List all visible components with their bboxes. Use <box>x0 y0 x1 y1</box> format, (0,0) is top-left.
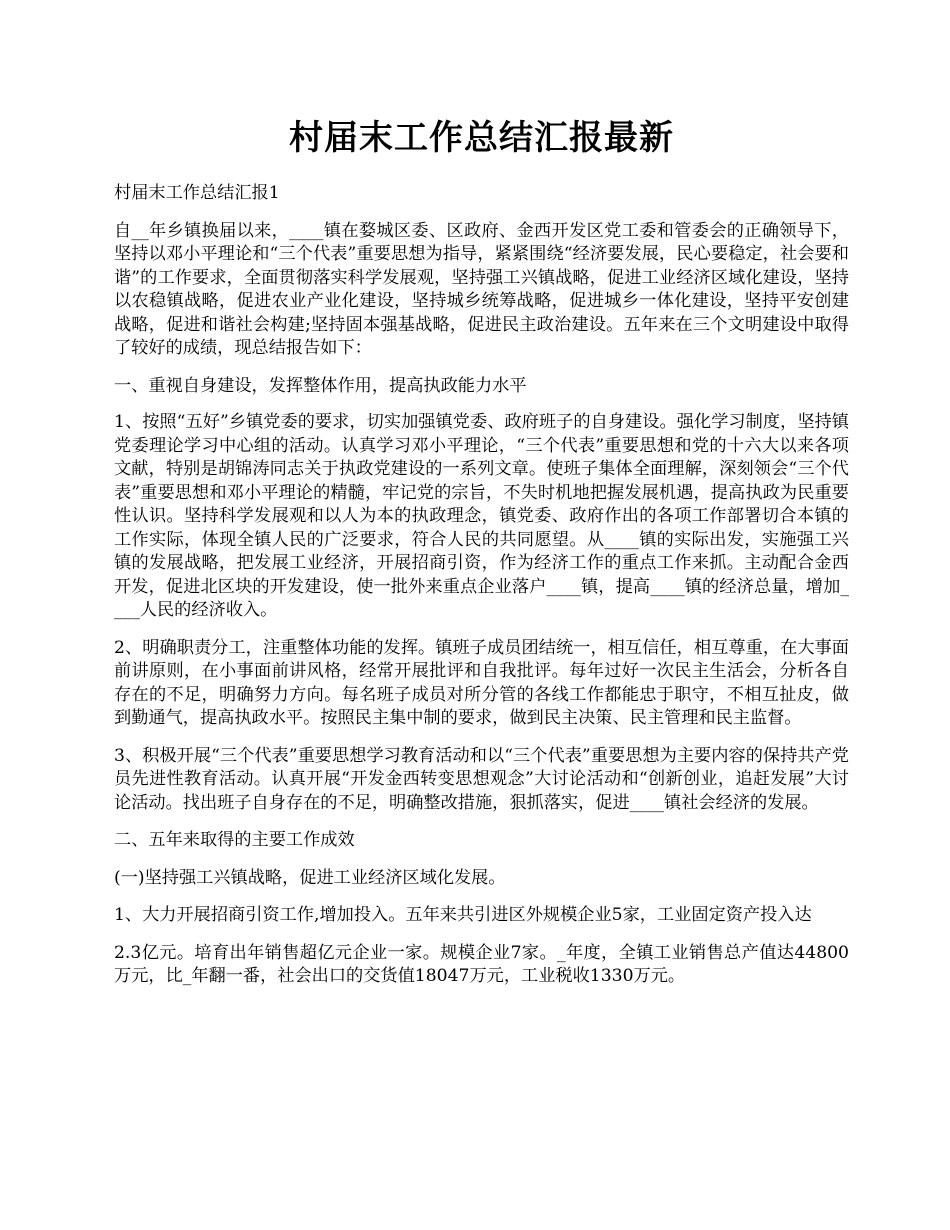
paragraph-item-1: 1、按照“五好”乡镇党委的要求，切实加强镇党委、政府班子的自身建设。强化学习制度，坚持镇党委理论学习中心组的活动。认真学习邓小平理论，“三个代表”重要思想和党的十六大以来各项文献，特别是胡锦涛同志关于执政党建设的一系列文章。使班子集体全面理解，深刻领会“三个代表”重要思想和邓小平理论的精髓，牢记党的宗旨，不失时机地把握发展机遇，提高执政为民重要性认识。坚持科学发展观和以人为本的执政理念，镇党委、政府作出的各项工作部署切合本镇的工作实际，体现全镇人民的广泛要求，符合人民的共同愿望。从____镇的实际出发，实施强工兴镇的发展战略，把发展工业经济，开展招商引资，作为经济工作的重点工作来抓。主动配合金西开发，促进北区块的开发建设，使一批外来重点企业落户____镇，提高____镇的经济总量，增加____人民的经济收入。 <box>114 412 849 620</box>
heading-subsection-1: (一)坚持强工兴镇战略，促进工业经济区域化发展。 <box>114 867 506 888</box>
paragraph-item-2: 2、明确职责分工，注重整体功能的发挥。镇班子成员团结统一，相互信任，相互尊重，在大事面前讲原则，在小事面前讲风格，经常开展批评和自我批评。每年过好一次民主生活会，分析各自存在的不足，明确努力方向。每名班子成员对所分管的各线工作都能忠于职守，不相互扯皮，做到勤通气，提高执政水平。按照民主集中制的要求，做到民主决策、民主管理和民主监督。 <box>114 637 849 728</box>
paragraph-item-3: 3、积极开展“三个代表”重要思想学习教育活动和以“三个代表”重要思想为主要内容的保持共产党员先进性教育活动。认真开展“开发金西转变思想观念”大讨论活动和“创新创业，追赶发展”大讨论活动。找出班子自身存在的不足，明确整改措施，狠抓落实，促进____镇社会经济的发展。 <box>114 745 849 813</box>
paragraph-intro: 自__年乡镇换届以来，____镇在婺城区委、区政府、金西开发区党工委和管委会的正确领导下，坚持以邓小平理论和“三个代表”重要思想为指导，紧紧围绕“经济要发展，民心要稳定，社会要和谐”的工作要求，全面贯彻落实科学发展观，坚持强工兴镇战略，促进工业经济区域化建设，坚持以农稳镇战略，促进农业产业化建设，坚持城乡统筹战略，促进城乡一体化建设，坚持平安创建战略，促进和谐社会构建;坚持固本强基战略，促进民主政治建设。五年来在三个文明建设中取得了较好的成绩，现总结报告如下： <box>114 220 849 358</box>
heading-section-1: 一、重视自身建设，发挥整体作用，提高执政能力水平 <box>114 375 527 396</box>
heading-section-2: 二、五年来取得的主要工作成效 <box>114 830 355 850</box>
section-subtitle: 村届末工作总结汇报1 <box>114 183 280 203</box>
paragraph-figures: 2.3亿元。培育出年销售超亿元企业一家。规模企业7家。_年度，全镇工业销售总产值达44800万元，比_年翻一番，社会出口的交货值18047万元，工业税收1330万元。 <box>114 942 849 986</box>
document-title: 村届末工作总结汇报最新 <box>289 118 674 158</box>
paragraph-investment: 1、大力开展招商引资工作,增加投入。五年来共引进区外规模企业5家，工业固定资产投入达 <box>114 905 812 925</box>
document-page <box>114 0 849 989</box>
